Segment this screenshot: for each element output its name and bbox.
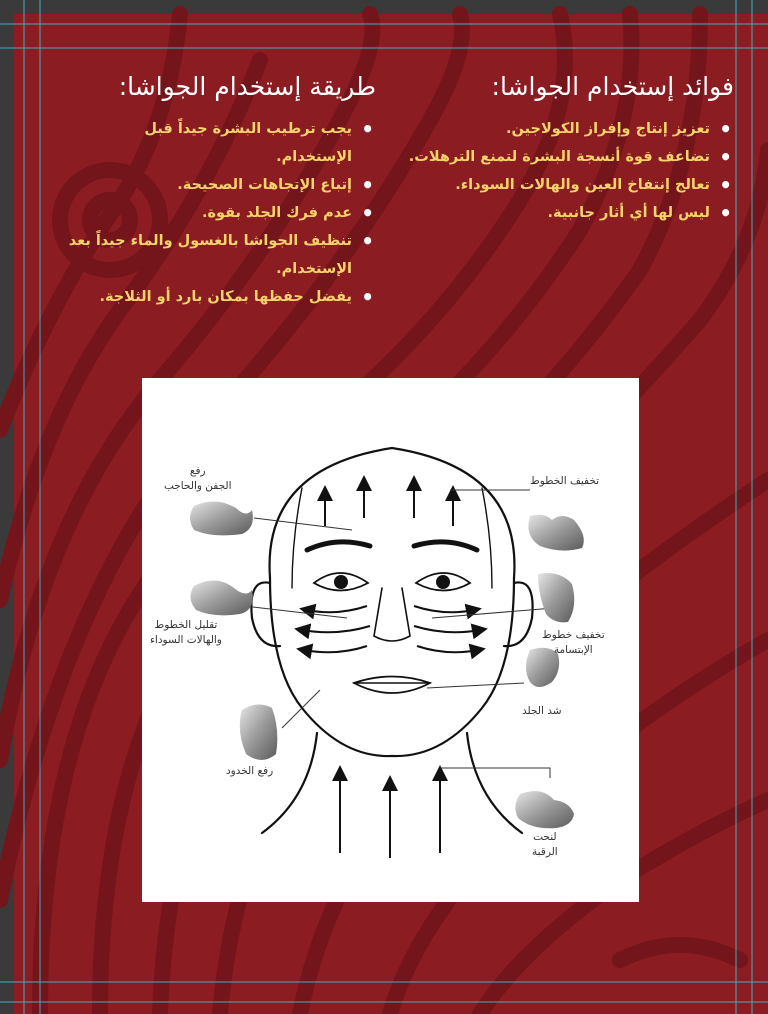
list-item: • عدم فرك الجلد بقوة. [66, 199, 376, 227]
label-reduce-lines-top: تخفيف الخطوط [530, 475, 600, 487]
list-item: • إتباع الإتجاهات الصحيحة. [66, 171, 376, 199]
method-section [66, 72, 376, 311]
method-title: طريقة إستخدام الجواشا: [118, 72, 376, 101]
gua-sha-stone-icons [190, 501, 584, 828]
gua-sha-face-diagram [142, 378, 639, 902]
method-list [66, 115, 376, 311]
label-lift-cheeks: رفع الخدود [226, 765, 274, 777]
list-item: • تضاعف قوة أنسجة البشرة لتمنع الترهلات. [404, 143, 734, 171]
list-item: • ليس لها أي أثار جانبية. [404, 199, 734, 227]
label-lift-lid-brow: رفع الجفن والحاجب [164, 465, 232, 492]
label-tighten-skin: شد الجلد [522, 705, 562, 717]
list-item: • تنظيف الجواشا بالغسول والماء جيداً بعد الإستخدام. [66, 227, 376, 283]
label-sculpt-neck: لنحت الرقبة [532, 831, 558, 858]
benefits-section [404, 72, 734, 227]
benefits-title: فوائد إستخدام الجواشا: [491, 72, 734, 101]
label-reduce-dark-circles: تقليل الخطوط والهالات السوداء [150, 619, 222, 646]
list-item: • تعزيز إنتاج وإفراز الكولاجين. [404, 115, 734, 143]
label-reduce-smile-lines: تخفيف خطوط الإبتسامة [542, 629, 605, 656]
list-item: • يجب ترطيب البشرة جيداً قبل الإستخدام. [66, 115, 376, 171]
list-item: • تعالج إنتفاخ العين والهالات السوداء. [404, 171, 734, 199]
benefits-list [404, 115, 734, 227]
list-item: • يفضل حفظها بمكان بارد أو الثلاجة. [66, 283, 376, 311]
